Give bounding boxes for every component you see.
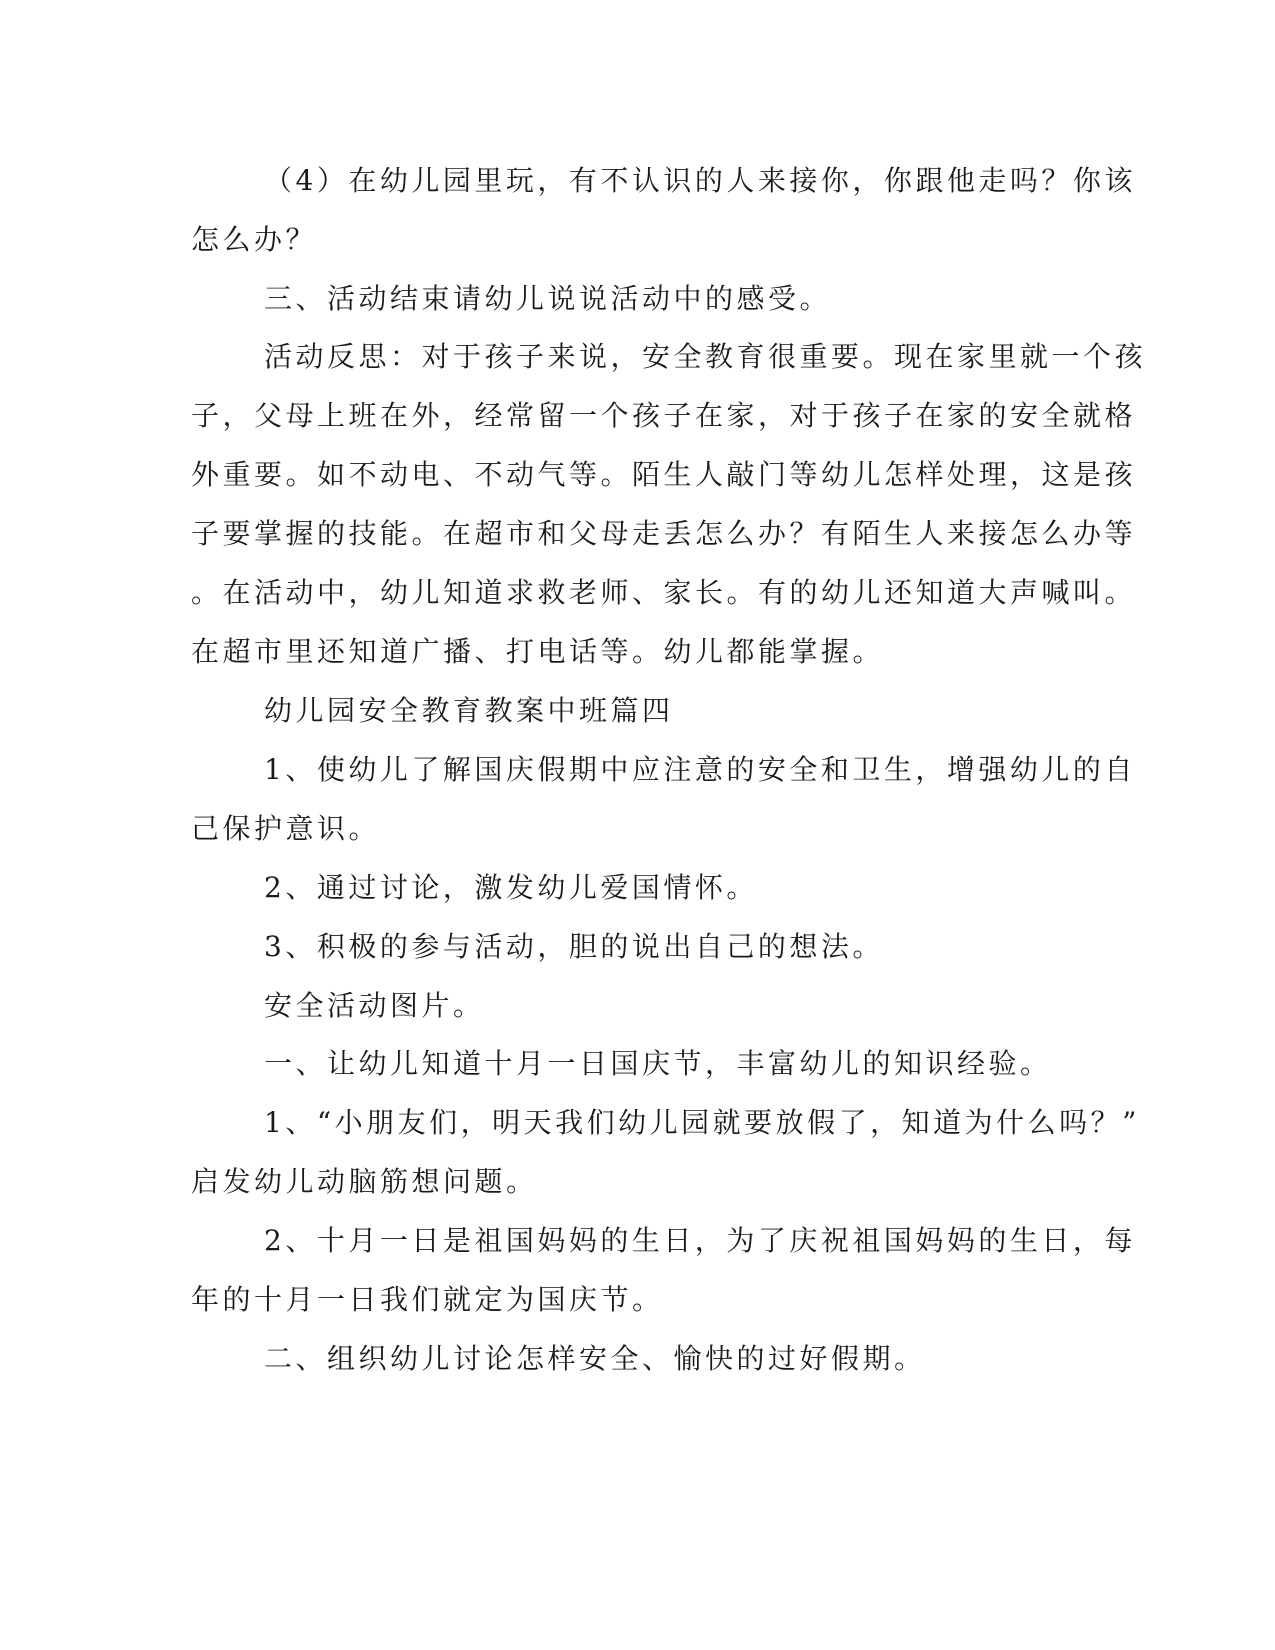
text-line: 活动反思：对于孩子来说，安全教育很重要。现在家里就一个孩 [264,340,1147,373]
text-line: 启发幼儿动脑筋想问题。 [191,1165,538,1198]
text-line: 怎么办？ [191,223,318,256]
text-line: （4）在幼儿园里玩，有不认识的人来接你，你跟他走吗？你该 [264,164,1136,197]
section-heading: 幼儿园安全教育教案中班篇四 [264,694,674,727]
text-line: 一、让幼儿知道十月一日国庆节，丰富幼儿的知识经验。 [264,1047,1052,1080]
text-line: 在超市里还知道广播、打电话等。幼儿都能掌握。 [191,635,885,668]
text-line: 1、“小朋友们，明天我们幼儿园就要放假了，知道为什么吗？” [264,1106,1140,1139]
text-line: 三、活动结束请幼儿说说活动中的感受。 [264,282,832,315]
text-line: 子，父母上班在外，经常留一个孩子在家，对于孩子在家的安全就格 [191,399,1137,432]
text-line: 外重要。如不动电、不动气等。陌生人敲门等幼儿怎样处理，这是孩 [191,458,1137,491]
text-line: 1、使幼儿了解国庆假期中应注意的安全和卫生，增强幼儿的自 [264,753,1136,786]
text-line: 3、积极的参与活动，胆的说出自己的想法。 [264,930,884,963]
text-line: 子要掌握的技能。在超市和父母走丢怎么办？有陌生人来接怎么办等 [191,517,1137,550]
text-line: 二、组织幼儿讨论怎样安全、愉快的过好假期。 [264,1342,926,1375]
text-line: 2、十月一日是祖国妈妈的生日，为了庆祝祖国妈妈的生日，每 [264,1224,1136,1257]
text-line: 年的十月一日我们就定为国庆节。 [191,1283,664,1316]
text-line: 己保护意识。 [191,812,381,845]
text-line: 。在活动中，幼儿知道求救老师、家长。有的幼儿还知道大声喊叫。 [191,576,1137,609]
text-line: 2、通过讨论，激发幼儿爱国情怀。 [264,871,758,904]
text-line: 安全活动图片。 [264,989,485,1022]
